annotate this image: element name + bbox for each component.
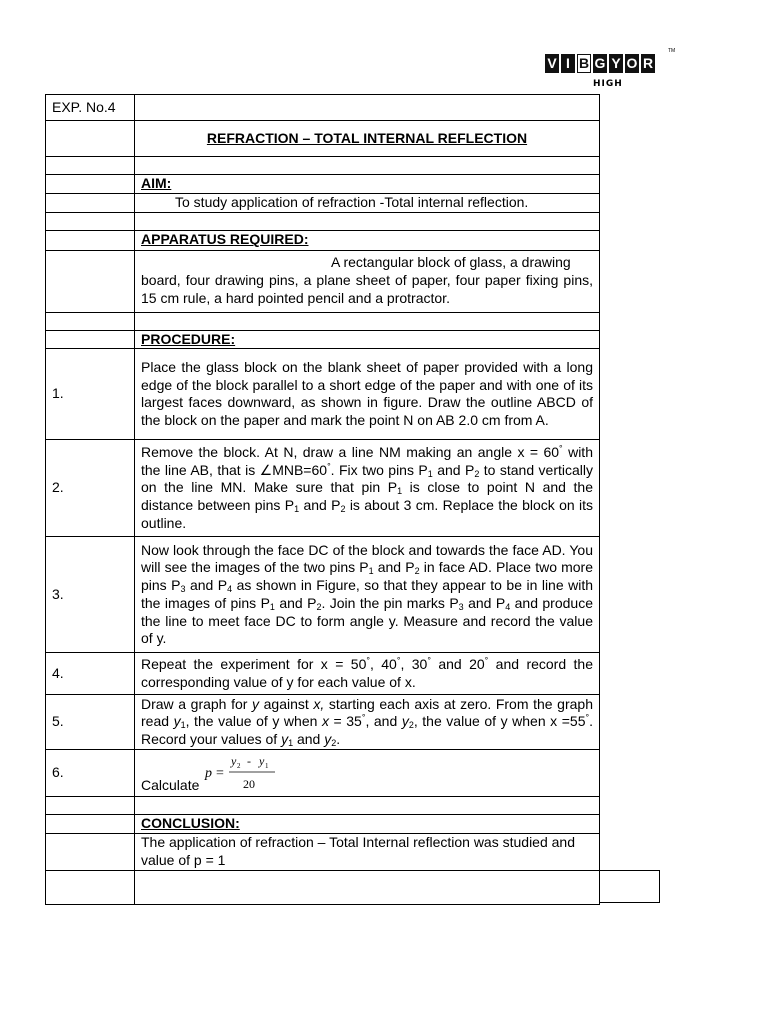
step-text: Draw a graph for y against x, starting each axis at zero. From the graph read $y_1$, the value of y when x = 35°, and $y_2$, the value of y when x =55°. Record your values of $y_1$ and $y_2$.	[135, 695, 600, 750]
logo-letter: O	[626, 55, 638, 71]
experiment-title: REFRACTION – TOTAL INTERNAL REFLECTION	[135, 121, 600, 157]
vibgyor-high-logo	[545, 48, 676, 92]
svg-text:20: 20	[243, 777, 255, 792]
svg-text:=: =	[216, 766, 224, 782]
logo-letter: G	[594, 55, 606, 71]
svg-text:-: -	[247, 754, 251, 769]
step-number: 2.	[46, 440, 135, 537]
conclusion-heading: CONCLUSION:	[135, 815, 600, 834]
p-formula	[203, 754, 293, 794]
calculate-label: Calculate	[141, 777, 200, 794]
step-text: Repeat the experiment for x = 50°, 40°, 30° and 20° and record the corresponding value of y for each value of x.	[135, 653, 600, 695]
aim-heading: AIM:	[135, 175, 600, 194]
logo-letter: Y	[609, 54, 623, 73]
aim-text: To study application of refraction -Total internal reflection.	[135, 193, 600, 212]
apparatus-lead: A rectangular block of glass, a drawing	[331, 254, 571, 271]
logo-subtitle: HIGH	[593, 79, 623, 89]
step-number: 1.	[46, 349, 135, 440]
svg-text:1: 1	[265, 762, 269, 771]
svg-text:2: 2	[237, 762, 241, 771]
table-extension-cell	[599, 870, 660, 903]
apparatus-text	[135, 250, 600, 312]
step-number: 5.	[46, 695, 135, 750]
logo-letter: I	[561, 54, 575, 73]
logo-letter: V	[545, 54, 559, 73]
svg-text:y: y	[231, 754, 237, 769]
svg-text:y: y	[259, 754, 265, 769]
step-number: 3.	[46, 537, 135, 653]
formula-cell	[135, 750, 600, 797]
svg-text:p: p	[205, 766, 212, 782]
step-number: 6.	[46, 750, 135, 797]
exp-number: EXP. No.4	[46, 95, 135, 121]
logo-letter: B	[578, 55, 590, 71]
logo-letter: R	[642, 55, 654, 71]
step-text: Place the glass block on the blank sheet of paper provided with a long edge of the block parallel to a short edge of the paper and with one of its largest faces downward, as shown in figure. Draw the outline ABCD of the block on the paper and mark the point N on AB 2.0 cm from A.	[135, 349, 600, 440]
experiment-table	[45, 94, 600, 905]
trademark-mark: TM	[668, 48, 676, 54]
procedure-heading: PROCEDURE:	[135, 330, 600, 349]
apparatus-body: board, four drawing pins, a plane sheet of paper, four paper fixing pins, 15 cm rule, a hard pointed pencil and a protractor.	[141, 272, 593, 306]
step-text: Remove the block. At N, draw a line NM making an angle x = 60° with the line AB, that is ∠MNB=60°. Fix two pins $P_1$ and $P_2$ to stand vertically on the line MN. Make sure that pin $P_1$ is close to point N and the distance between pins $P_1$ and $P_2$ is about 3 cm. Replace the block on its outline.	[135, 440, 600, 537]
conclusion-text: The application of refraction – Total Internal reflection was studied and value of p = 1	[135, 834, 600, 871]
apparatus-heading: APPARATUS REQUIRED:	[135, 230, 600, 250]
logo-letters	[545, 54, 675, 73]
step-number: 4.	[46, 653, 135, 695]
step-text: Now look through the face DC of the block and towards the face AD. You will see the images of the two pins $P_1$ and $P_2$ in face AD. Place two more pins $P_3$ and $P_4$ as shown in Figure, so that they appear to be in line with the images of pins $P_1$ and $P_2$. Join the pin marks $P_3$ and $P_4$ and produce the line to meet face DC to form angle y. Measure and record the value of y.	[135, 537, 600, 653]
